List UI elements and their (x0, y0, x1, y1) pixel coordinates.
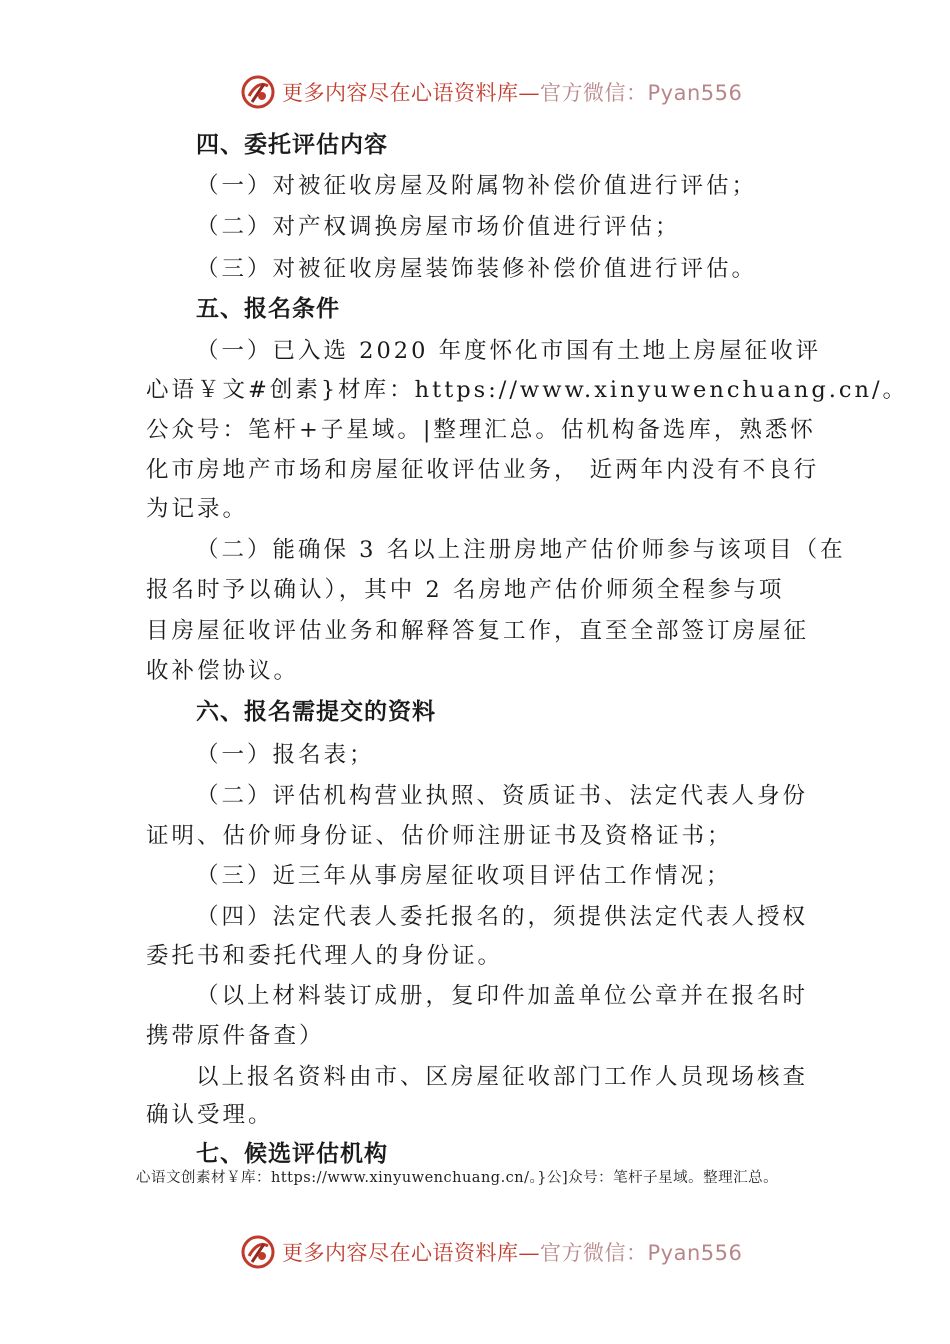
paragraph-line: 确认受理。 (146, 1102, 274, 1128)
paragraph-line: （三）近三年从事房屋征收项目评估工作情况； (196, 863, 732, 889)
section-heading: 七、候选评估机构 (196, 1141, 388, 1167)
paragraph-line: 以上报名资料由市、区房屋征收部门工作人员现场核查 (196, 1064, 809, 1090)
paragraph-line: 目房屋征收评估业务和解释答复工作，直至全部签订房屋征 (146, 618, 810, 644)
paragraph-line: （三）对被征收房屋装饰装修补偿价值进行评估。 (196, 256, 758, 282)
paragraph-line: （四）法定代表人委托报名的，须提供法定代表人授权 (196, 904, 809, 930)
banner-text: 更多内容尽在心语资料库—官方微信：Pyan556 (282, 81, 743, 105)
paragraph-line: 公众号：笔杆+子星域。|整理汇总。估机构备选库，熟悉怀 (146, 417, 816, 443)
paragraph-line: （二）能确保 3 名以上注册房地产估价师参与该项目（在 (196, 537, 846, 563)
paragraph-line: 委托书和委托代理人的身份证。 (146, 943, 504, 969)
paragraph-line: 证明、估价师身份证、估价师注册证书及资格证书； (146, 823, 733, 849)
paragraph-line: （二）对产权调换房屋市场价值进行评估； (196, 214, 681, 240)
section-heading: 五、报名条件 (196, 296, 340, 322)
paragraph-line: （一）对被征收房屋及附属物补偿价值进行评估； (196, 173, 758, 199)
paragraph-line: （二）评估机构营业执照、资质证书、法定代表人身份 (196, 783, 809, 809)
brand-logo-icon (240, 74, 276, 110)
banner-text: 更多内容尽在心语资料库—官方微信：Pyan556 (282, 1241, 743, 1265)
footer-watermark-text: 心语文创素材￥库：https://www.xinyuwenchuang.cn/。}公]众号：笔杆子星域。整理汇总。 (136, 1170, 779, 1186)
paragraph-line: 携带原件备查） (146, 1023, 325, 1049)
section-heading: 四、委托评估内容 (196, 132, 388, 158)
paragraph-line: 收补偿协议。 (146, 658, 300, 684)
section-heading: 六、报名需提交的资料 (196, 699, 436, 725)
paragraph-line: （一）已入选 2020 年度怀化市国有土地上房屋征收评 (196, 338, 822, 364)
paragraph-line: （以上材料装订成册，复印件加盖单位公章并在报名时 (196, 983, 809, 1009)
paragraph-line: 为记录。 (146, 496, 249, 522)
paragraph-line: 化市房地产市场和房屋征收评估业务， 近两年内没有不良行 (146, 457, 820, 483)
header-banner (240, 72, 760, 112)
paragraph-line: 报名时予以确认），其中 2 名房地产估价师须全程参与项 (146, 577, 785, 603)
paragraph-line: 心语￥文#创素}材库：https://www.xinyuwenchuang.cn/。 (146, 377, 909, 403)
paragraph-line: （一）报名表； (196, 742, 375, 768)
brand-logo-icon (240, 1234, 276, 1270)
footer-banner (240, 1232, 760, 1272)
